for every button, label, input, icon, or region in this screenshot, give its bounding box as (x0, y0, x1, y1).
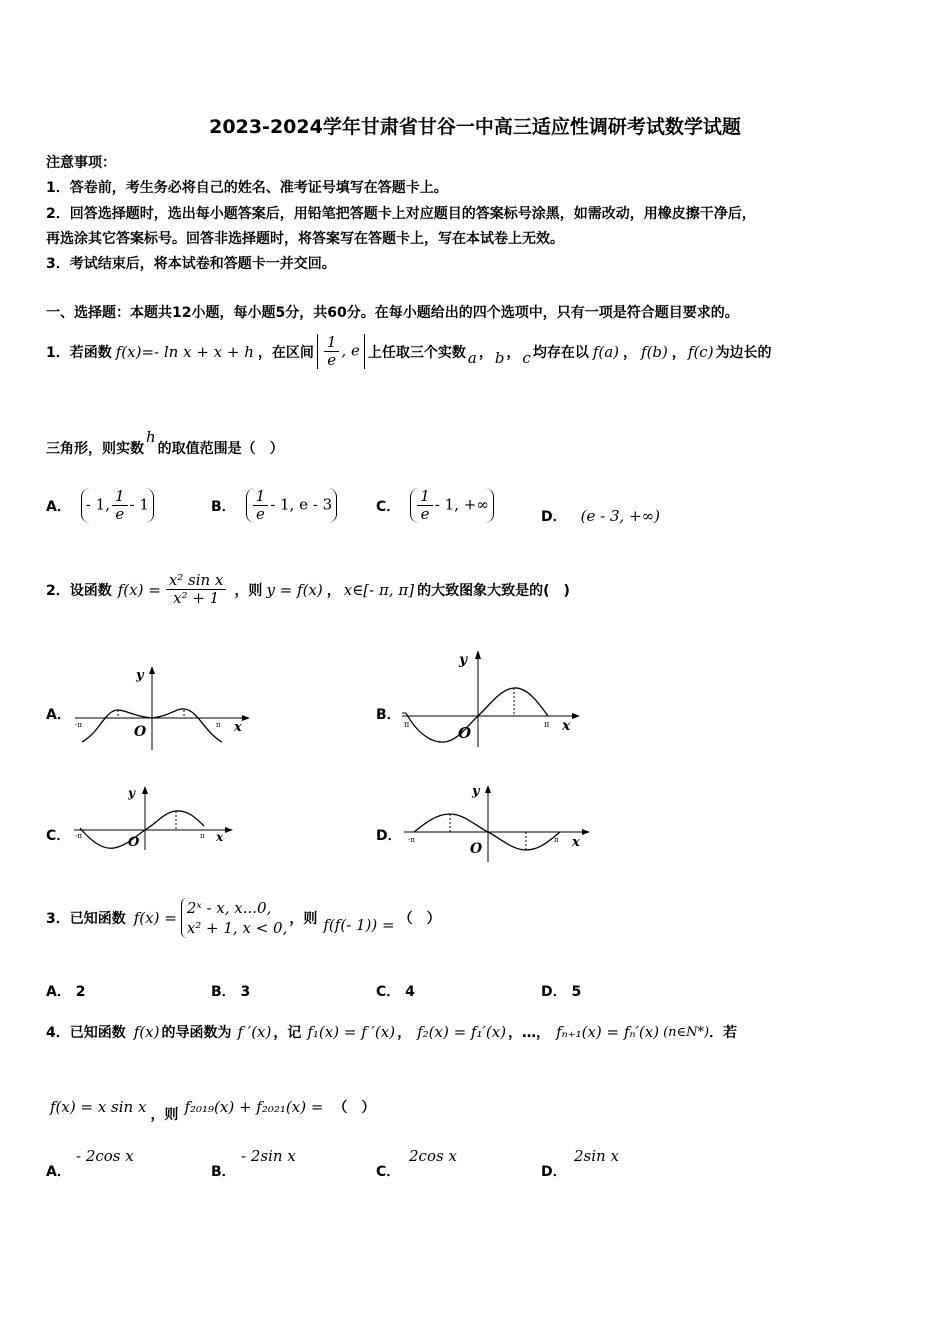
q3-piece-1: 2ˣ - x, x...0, (186, 899, 272, 917)
q4-text-2: 的导函数为 (161, 1025, 232, 1041)
q4-f1: f₁(x) = f ′(x) (307, 1023, 396, 1041)
q1-fc: f(c) (687, 342, 714, 361)
q2-graph-b[interactable] (398, 645, 588, 750)
q1-comma-1: ， (478, 344, 493, 361)
x-label: x (234, 720, 242, 735)
q3-option-c[interactable] (376, 981, 415, 1001)
right-tick-label: π (216, 721, 221, 729)
q1-fa: f(a) (592, 342, 620, 361)
q4-paren: （ ） (333, 1100, 376, 1116)
option-label: D． (541, 509, 567, 525)
q4-option-a-label[interactable]: A． (46, 1164, 71, 1180)
option-value (81, 488, 154, 523)
q2-graph-a[interactable] (70, 660, 255, 755)
q4-expression: f₂₀₁₉(x) + f₂₀₂₁(x) = (184, 1098, 324, 1116)
q1-interval (317, 334, 365, 369)
q4-option-a-value[interactable]: - 2cos x (76, 1147, 134, 1165)
option-value (410, 488, 494, 523)
q1-interval-right: , e (341, 341, 360, 360)
option-frac-den: e (256, 505, 265, 523)
q3-lhs: f(x) = (133, 909, 177, 927)
q4-text-5: ．若 (709, 1025, 738, 1041)
option-post: - 1 (129, 495, 149, 514)
curve-right (152, 709, 222, 742)
q2-text-4: 的大致图象大致是的( ) (417, 582, 570, 599)
option-frac-num: 1 (417, 488, 433, 506)
option-frac-num: 1 (253, 488, 269, 506)
q2-option-b-label[interactable]: B． (376, 707, 401, 723)
option-post: - 1, e - 3 (270, 495, 333, 514)
q1-text-2: 上任取三个实数 (367, 344, 466, 361)
right-tick-label: π (544, 720, 550, 729)
q2-lead: 2．设函数 (46, 582, 112, 599)
q2-y: y = f(x) (266, 580, 323, 599)
q3-expr: f(f(- 1)) = (323, 916, 395, 934)
option-pre: - 1, (85, 495, 110, 514)
option-frac-num: 1 (112, 488, 128, 506)
q4-given: f(x) = x sin x (50, 1098, 147, 1116)
q1-option-d[interactable] (541, 506, 660, 526)
q4-option-c-value[interactable]: 2cos x (409, 1147, 457, 1165)
q4-lead: 4．已知函数 (46, 1025, 126, 1041)
q2-fraction (166, 572, 227, 607)
q4-condition: (n∈N*) (663, 1024, 710, 1040)
option-frac-den: e (115, 505, 125, 523)
option-label: C． (376, 984, 401, 1000)
q1-option-c[interactable] (376, 488, 494, 523)
q4-option-d-label[interactable]: D． (541, 1164, 567, 1180)
q2-den: x² + 1 (173, 589, 220, 607)
q2-num: x² sin x (166, 572, 227, 590)
option-value: 4 (405, 984, 415, 1000)
option-value: 5 (571, 984, 582, 1000)
q2-graph-c[interactable] (70, 782, 240, 852)
section-heading: 一、选择题：本题共12小题，每小题5分，共60分。在每小题给出的四个选项中，只有一项是符合题目要求的。 (46, 305, 739, 321)
question-3 (46, 898, 441, 938)
y-label: y (128, 786, 135, 800)
option-label: C． (376, 498, 401, 515)
x-label: x (562, 718, 571, 734)
q3-option-d[interactable] (541, 981, 581, 1001)
q1-comma-2: ， (506, 344, 521, 361)
q4-option-d-value[interactable]: 2sin x (574, 1147, 619, 1165)
origin-label: O (128, 835, 140, 850)
q2-text-3: ， (326, 582, 341, 599)
notice-item-1: 1．答卷前，考生务必将自己的姓名、准考证号填写在答题卡上。 (46, 180, 448, 196)
y-arrow (142, 786, 148, 794)
q2-option-c-label[interactable]: C． (46, 828, 71, 844)
y-label: y (459, 652, 468, 668)
q1-option-a[interactable] (46, 488, 154, 523)
q1-interval-text: ，在区间 (257, 344, 314, 361)
notice-item-2-cont: 再选涂其它答案标号。回答非选择题时，将答案写在答题卡上，写在本试卷上无效。 (46, 231, 564, 247)
q1-text-4: 为边长的 (715, 344, 772, 361)
q4-text-4: ，…， (508, 1025, 551, 1041)
q1-fb: f(b) (641, 342, 668, 361)
q1-function: f(x)=- ln x + x + h (115, 342, 254, 361)
q3-text-2: ，则 (289, 911, 318, 927)
notice-item-2: 2．回答选择题时，选出每小题答案后，用铅笔把答题卡上对应题目的答案标号涂黑，如需改动，用橡皮擦干净后， (46, 206, 756, 222)
x-arrow (582, 829, 590, 835)
y-label: y (136, 668, 144, 683)
q2-graph-d[interactable] (400, 780, 595, 865)
q1-interval-den: e (327, 351, 337, 369)
q1-var-h: h (146, 428, 156, 446)
y-arrow (149, 666, 155, 674)
q4-fprime: f ′(x) (237, 1023, 272, 1041)
q4-line2-text: ，则 (150, 1107, 179, 1123)
option-label: D． (541, 984, 567, 1000)
question-1-line-2 (46, 428, 284, 458)
left-tick-label: -π (75, 721, 82, 729)
right-tick-label: π (554, 836, 559, 844)
q3-piece-2: x² + 1, x < 0, (186, 919, 288, 937)
q2-text-2: ，则 (234, 582, 263, 599)
q1-line2-text: 三角形，则实数 (46, 441, 144, 457)
x-label: x (572, 835, 580, 850)
option-value: 3 (240, 984, 251, 1000)
q1-var-b: b (494, 348, 505, 367)
x-label: x (216, 830, 224, 844)
question-4-line-2 (50, 1090, 375, 1124)
y-arrow (485, 785, 491, 793)
q4-text-3: ，记 (273, 1025, 302, 1041)
q1-var-c: c (522, 348, 531, 367)
q1-lead: 1．若函数 (46, 344, 112, 361)
notice-heading: 注意事项： (46, 155, 116, 171)
q3-option-a[interactable] (46, 981, 85, 1001)
notice-item-3: 3．考试结束后，将本试卷和答题卡一并交回。 (46, 256, 336, 272)
q3-lead: 3．已知函数 (46, 911, 126, 927)
q1-option-b[interactable] (211, 488, 337, 523)
q4-option-b-value[interactable]: - 2sin x (241, 1147, 296, 1165)
curve (406, 688, 548, 742)
y-label: y (472, 784, 480, 799)
origin-label: O (134, 724, 147, 740)
option-label: A． (46, 498, 71, 515)
question-1 (46, 334, 772, 369)
option-label: B． (211, 498, 236, 515)
q1-line2-text-b: 的取值范围是（ ） (157, 441, 284, 457)
x-arrow (242, 715, 250, 721)
q3-piecewise (181, 898, 288, 938)
q2-domain: x∈[- π, π] (343, 580, 415, 599)
q3-paren: （ ） (398, 911, 441, 927)
origin-label: O (470, 841, 483, 857)
option-frac-den: e (420, 505, 430, 523)
left-tick-label: -π (75, 832, 82, 840)
q1-interval-num: 1 (324, 334, 340, 352)
q4-sep-1: ， (397, 1025, 412, 1041)
y-arrow (475, 650, 481, 659)
option-value: 2 (75, 984, 86, 1000)
question-2 (46, 572, 570, 607)
page-title: 2023-2024学年甘肃省甘谷一中高三适应性调研考试数学试题 (209, 116, 741, 138)
q1-comma-3: ， (623, 344, 638, 361)
option-post: - 1, +∞ (434, 495, 489, 514)
q1-text-3: 均存在以 (532, 344, 589, 361)
q4-option-b-label[interactable]: B． (211, 1164, 236, 1180)
option-label: A． (46, 984, 71, 1000)
q4-f: f(x) (133, 1023, 160, 1041)
option-value (246, 488, 338, 523)
q1-var-a: a (467, 348, 477, 367)
q4-f2: f₂(x) = f₁′(x) (417, 1023, 507, 1041)
q4-option-c-label[interactable]: C． (376, 1164, 401, 1180)
option-label: B． (211, 984, 236, 1000)
q1-comma-4: ， (671, 344, 686, 361)
question-4 (46, 1022, 737, 1042)
q4-fn: fₙ₊₁(x) = fₙ′(x) (556, 1023, 660, 1041)
origin-label: O (458, 724, 472, 742)
q3-option-b[interactable] (211, 981, 250, 1001)
q4-options (46, 1147, 686, 1187)
x-arrow (572, 713, 580, 719)
q2-option-d-label[interactable]: D． (376, 828, 402, 844)
q2-option-a-label[interactable]: A． (46, 707, 71, 723)
right-tick-label: π (200, 832, 205, 840)
left-tick-label: -π (408, 836, 415, 844)
left-tick-label: π (404, 720, 410, 729)
x-arrow (225, 827, 233, 833)
q2-lhs: f(x) = (117, 580, 161, 599)
option-value: (e - 3, +∞) (580, 507, 660, 525)
